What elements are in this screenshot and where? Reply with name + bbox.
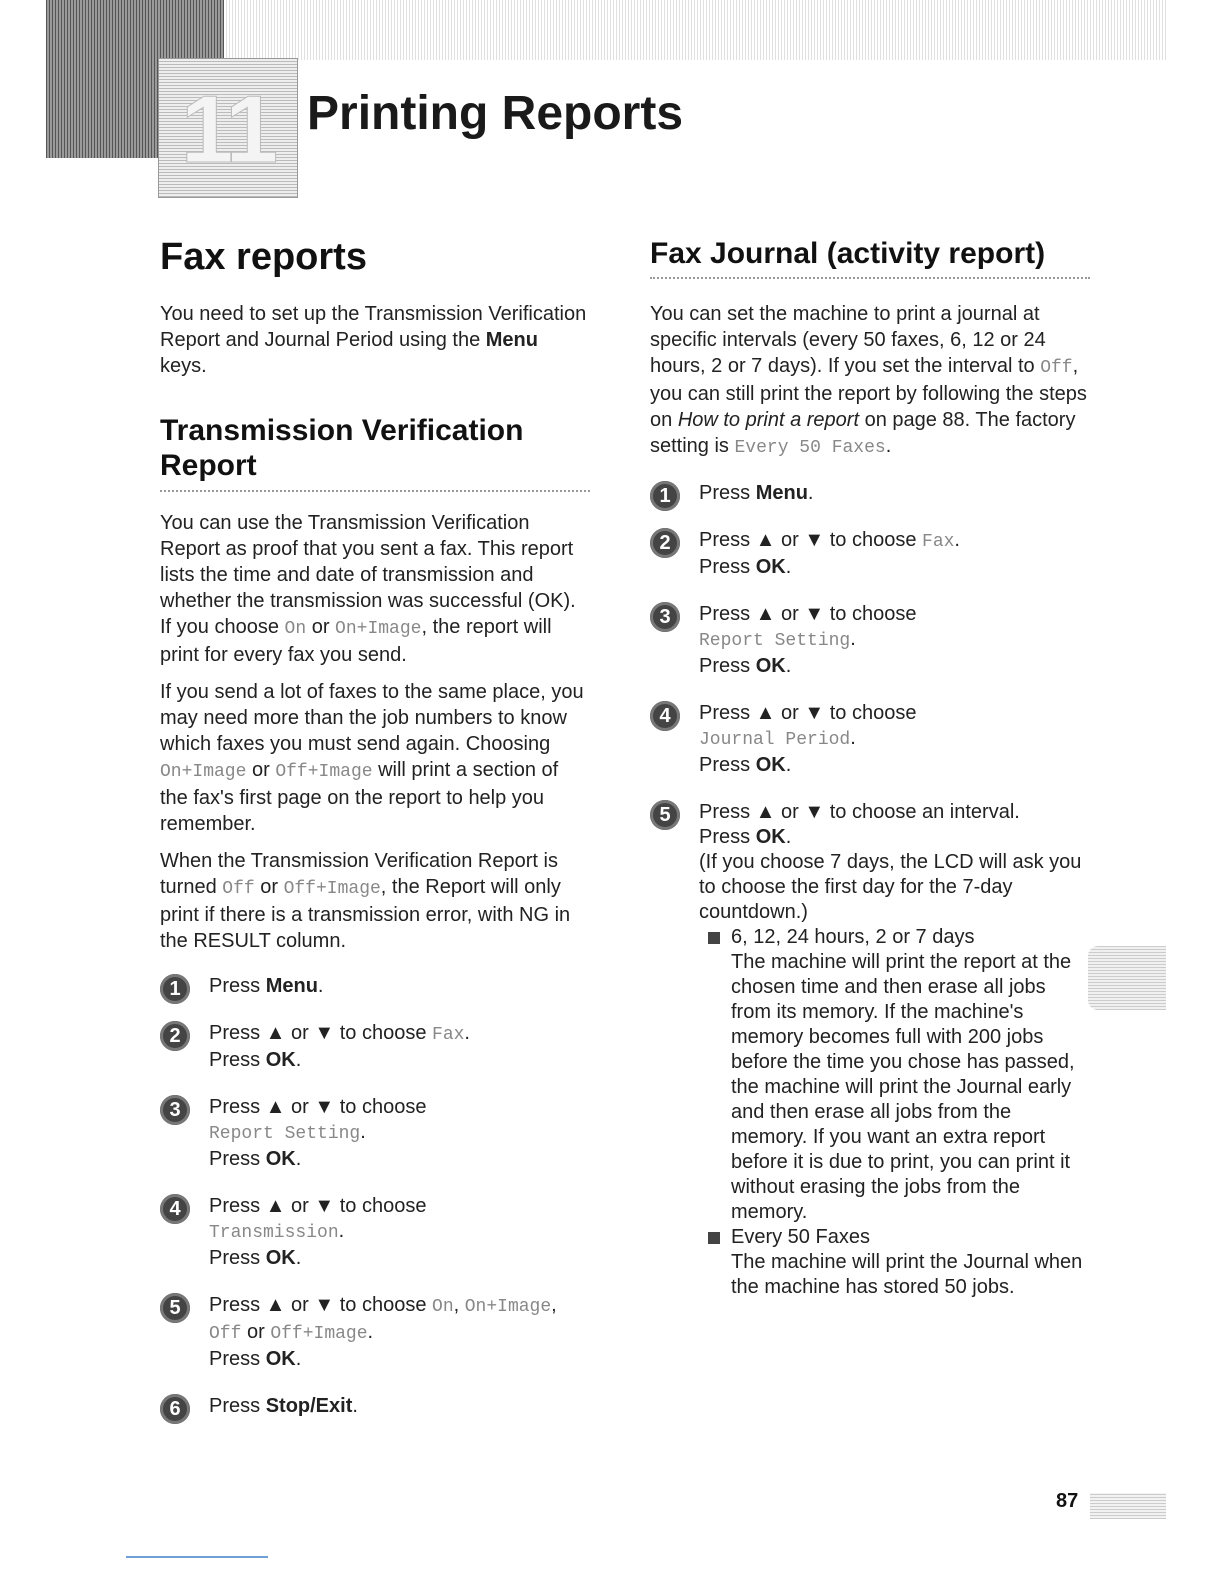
left-column [160, 236, 590, 1441]
step-number-badge: 4 [650, 701, 680, 731]
transmission-section-title: Transmission Verification Report [160, 413, 590, 492]
journal-steps [650, 481, 1090, 1300]
transmission-steps [160, 974, 590, 1419]
chapter-side-tab [1088, 946, 1166, 1010]
step-number-badge: 5 [160, 1293, 190, 1323]
chapter-title: Printing Reports [307, 87, 684, 140]
step-item: 4 Press ▲ or ▼ to choose Transmission. Press OK. [160, 1194, 590, 1271]
page-number-pattern [1090, 1493, 1166, 1519]
transmission-para-1: You can use the Transmission Verification Report as proof that you sent a fax. This report lists the time and date of transmission and whether the transmission was successful (OK). If you choose On or On+Image, the report will print for every fax you send. [160, 511, 576, 666]
fax-reports-intro: You need to set up the Transmission Verification Report and Journal Period using the Menu keys. [160, 303, 587, 377]
step-item: 6 Press Stop/Exit. [160, 1394, 590, 1419]
step-item: 1 Press Menu. [650, 481, 1090, 506]
footer-rule [126, 1556, 268, 1558]
transmission-para-2: If you send a lot of faxes to the same place, you may need more than the job numbers to know which faxes you must send again. Choosing On+Image or Off+Image will print a section of the fax's first page on the report to help you remember. [160, 680, 584, 835]
step-number-badge: 2 [160, 1021, 190, 1051]
step-item: 5 Press ▲ or ▼ to choose On, On+Image, Off or Off+Image. Press OK. [160, 1293, 590, 1372]
fax-journal-heading: Fax Journal (activity report) [650, 236, 1090, 279]
fax-reports-heading: Fax reports [160, 236, 367, 278]
step-number-badge: 3 [160, 1095, 190, 1125]
page-number: 87 [1056, 1490, 1079, 1512]
step-number-badge: 1 [160, 974, 190, 1004]
step-number-badge: 3 [650, 602, 680, 632]
bullet-square-icon [708, 932, 720, 944]
transmission-para-3: When the Transmission Verification Report is turned Off or Off+Image, the Report will only print if there is a transmission error, with NG in the RESULT column. [160, 849, 571, 952]
bullet-square-icon [708, 1232, 720, 1244]
step-item: 3 Press ▲ or ▼ to choose Report Setting. Press OK. [160, 1095, 590, 1172]
step-number-badge: 4 [160, 1194, 190, 1224]
step-item: 4 Press ▲ or ▼ to choose Journal Period. Press OK. [650, 701, 1090, 778]
interval-bullet: Every 50 Faxes The machine will print the Journal when the machine has stored 50 jobs. [699, 1225, 1090, 1300]
step-item: 3 Press ▲ or ▼ to choose Report Setting. Press OK. [650, 602, 1090, 679]
step-item: 2 Press ▲ or ▼ to choose Fax. Press OK. [160, 1021, 590, 1073]
step-number-badge: 6 [160, 1394, 190, 1424]
step-number-badge: 5 [650, 800, 680, 830]
chapter-number: 11 [180, 76, 275, 183]
interval-bullet: 6, 12, 24 hours, 2 or 7 days The machine will print the report at the chosen time and then erase all jobs from its memory. If the machine's memory becomes full with 200 jobs before the time you chose has passed, the machine will print the Journal early and then erase all jobs from the memory. If you want an extra report before it is due to print, you can print it without erasing the jobs from the memory. [699, 925, 1090, 1225]
step-item: 5 Press ▲ or ▼ to choose an interval. Press OK. (If you choose 7 days, the LCD will ask you to choose the first day for the 7-day countdown.) 6, 12, 24 hours, 2 or 7 days The machine will print the report at the chosen time and then erase all jobs from its memory. If the machine's memory becomes full with 200 jobs before the time you chose has passed, the machine will print the Journal early and then erase all jobs from the memory. If you want an extra report before it is due to print, you can print it without erasing the jobs from the memory. Every 50 Faxes The machine will print the Journal when the machine has stored 50 jobs. [650, 800, 1090, 1300]
step-item: 2 Press ▲ or ▼ to choose Fax. Press OK. [650, 528, 1090, 580]
fax-journal-intro: You can set the machine to print a journal at specific intervals (every 50 faxes, 6, 12 or 24 hours, 2 or 7 days). If you set the interval to Off, you can still print the report by following the steps on How to print a report on page 88. The factory setting is Every 50 Faxes. [650, 303, 1087, 459]
step-item: 1 Press Menu. [160, 974, 590, 999]
step-number-badge: 2 [650, 528, 680, 558]
step-number-badge: 1 [650, 481, 680, 511]
right-column [650, 236, 1090, 1322]
